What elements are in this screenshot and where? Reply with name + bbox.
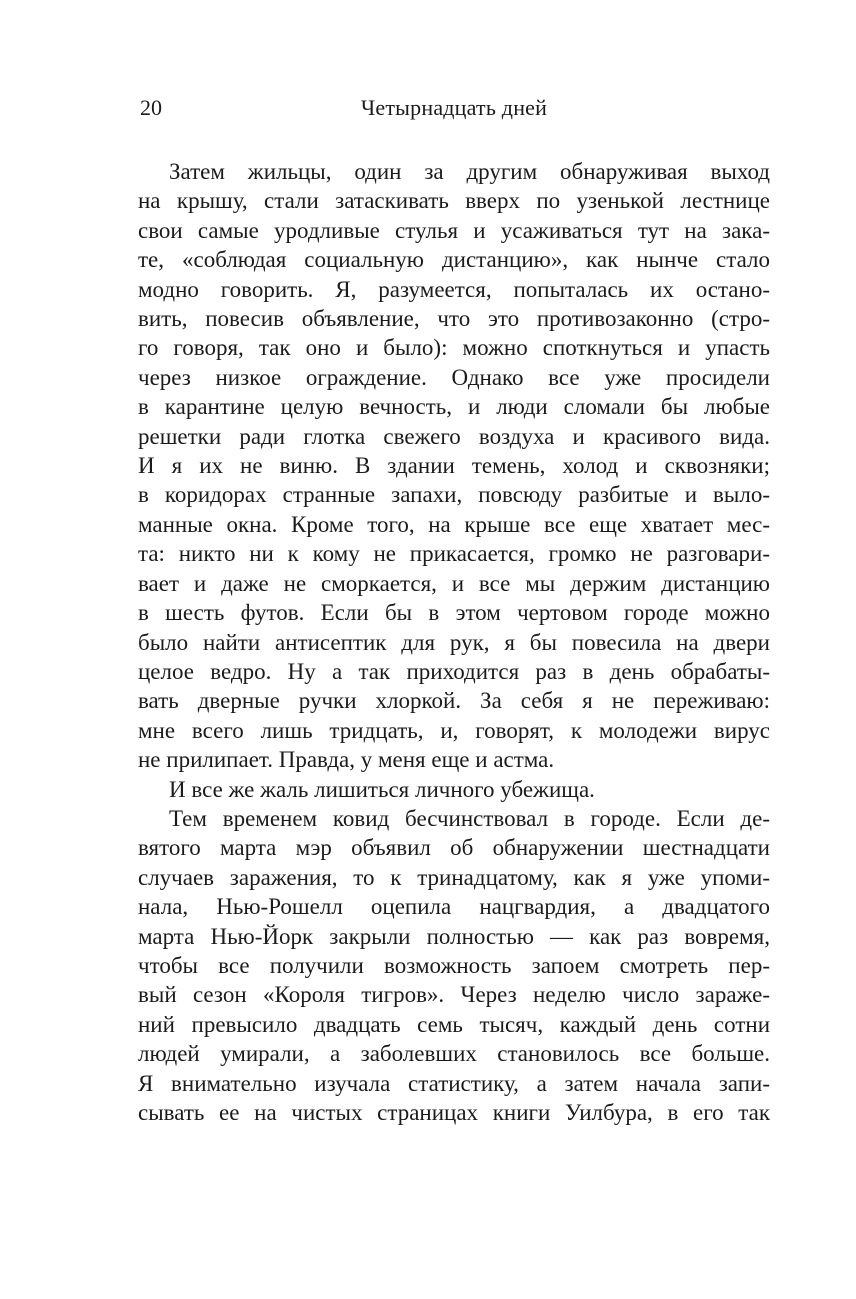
text-line: в шесть футов. Если бы в этом чертовом городе можно (138, 600, 770, 626)
text-line: Затем жильцы, один за другим обнаруживая выход (169, 159, 770, 184)
text-line: через низкое ограждение. Однако все уже просидели (138, 364, 770, 390)
page-header (138, 94, 770, 122)
text-line: в карантине целую вечность, и люди сломали бы любые (138, 394, 770, 420)
running-title: Четырнадцать дней (360, 95, 548, 120)
page-number: 20 (140, 95, 162, 120)
text-line: чтобы все получили возможность запоем смотреть пер- (138, 952, 770, 978)
text-line: не прилипает. Правда, у меня еще и астма. (138, 747, 555, 773)
text-line: вить, повесив объявление, что это противозаконно (стро- (138, 306, 770, 332)
text-line: людей умирали, а заболевших становилось все больше. (138, 1041, 770, 1067)
text-line: сывать ее на чистых страницах книги Уилбура, в его так (138, 1100, 770, 1125)
text-line: вать дверные ручки хлоркой. За себя я не переживаю: (138, 688, 770, 714)
text-line: вый сезон «Короля тигров». Через неделю число зараже- (138, 982, 770, 1008)
text-line: решетки ради глотка свежего воздуха и красивого вида. (138, 423, 770, 449)
text-line: го говоря, так оно и было): можно споткнуться и упасть (138, 335, 770, 361)
text-line: И все же жаль лишиться личного убежища. (169, 776, 595, 802)
text-line: в коридорах странные запахи, повсюду разбитые и выло- (138, 482, 770, 508)
text-line: Я внимательно изучала статистику, а затем начала запи- (138, 1070, 770, 1096)
text-line: на крышу, стали затаскивать вверх по узенькой лестнице (138, 188, 770, 214)
text-line: свои самые уродливые стулья и усаживаться тут на зака- (138, 217, 770, 243)
text-line: манные окна. Кроме того, на крыше все еще хватает мес- (138, 511, 770, 537)
text-line: И я их не виню. В здании темень, холод и сквозняки; (138, 453, 770, 479)
text-line: Тем временем ковид бесчинствовал в городе. Если де- (169, 805, 770, 831)
text-line: модно говорить. Я, разумеется, попыталась их остано- (138, 276, 770, 302)
text-line: вятого марта мэр объявил об обнаружении шестнадцати (138, 835, 770, 861)
text-line: целое ведро. Ну а так приходится раз в день обрабаты- (138, 658, 770, 684)
body-text (138, 157, 770, 1127)
text-line: та: никто ни к кому не прикасается, громко не разговари- (138, 541, 770, 567)
text-line: те, «соблюдая социальную дистанцию», как нынче стало (138, 247, 770, 273)
text-line: случаев заражения, то к тринадцатому, как я уже упоми- (138, 864, 770, 890)
text-line: ний превысило двадцать семь тысяч, каждый день сотни (138, 1011, 770, 1037)
text-line: нала, Нью-Рошелл оцепила нацгвардия, а двадцатого (138, 894, 770, 920)
text-line: марта Нью-Йорк закрыли полностью — как раз вовремя, (138, 923, 770, 949)
text-line: вает и даже не сморкается, и все мы держим дистанцию (138, 570, 770, 596)
text-line: было найти антисептик для рук, я бы повесила на двери (138, 629, 770, 655)
text-line: мне всего лишь тридцать, и, говорят, к молодежи вирус (138, 717, 770, 743)
